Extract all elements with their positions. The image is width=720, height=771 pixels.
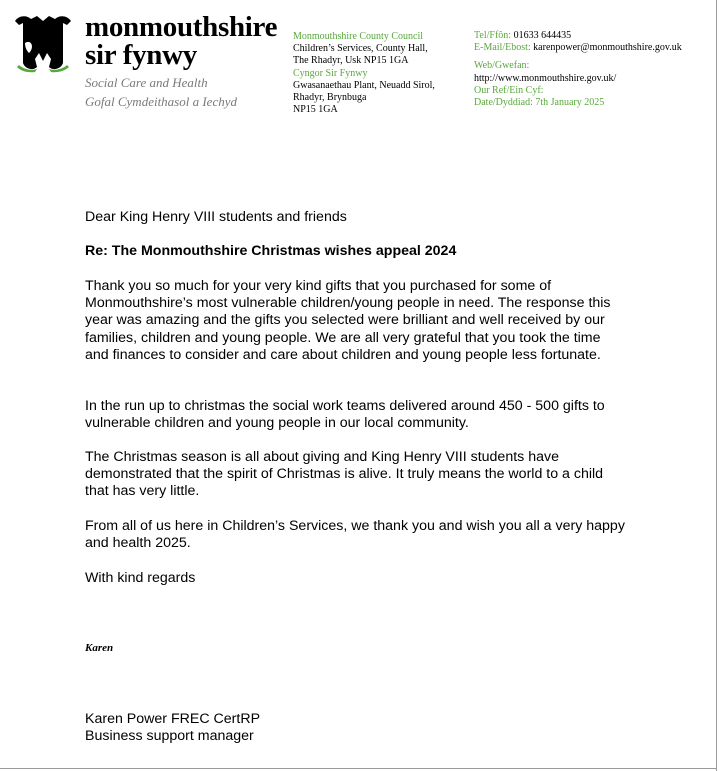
address-line: Children’s Services, County Hall, [293, 43, 428, 55]
brand-name: monmouthshire [85, 11, 278, 43]
dragon-logo-icon [13, 13, 73, 73]
subject-line: Re: The Monmouthshire Christmas wishes appeal 2024 [85, 243, 457, 259]
closing: With kind regards [85, 570, 196, 586]
email-label: E-Mail/Ebost: [474, 42, 531, 54]
address-line-welsh: Rhadyr, Brynbuga [293, 91, 367, 103]
email-value[interactable]: karenpower@monmouthshire.gov.uk [533, 42, 682, 54]
web-label: Web/Gwefan: [474, 60, 530, 72]
reference-label: Our Ref/Ein Cyf: [474, 84, 544, 96]
contact-details [474, 30, 682, 109]
council-name: Monmouthshire County Council [293, 31, 423, 42]
paragraph: The Christmas season is all about giving and King Henry VIII students have demonstrated that the spirit of Christmas is alive. It truly means the world to a child that has very little. [85, 449, 604, 500]
signer-title: Business support manager [85, 728, 254, 744]
tel-value: 01633 644435 [513, 30, 572, 41]
department-name-welsh: Gofal Cymdeithasol a Iechyd [85, 94, 237, 109]
tel-label: Tel/Ffôn: [474, 30, 512, 41]
signature: Karen [85, 642, 114, 654]
signer-name: Karen Power FREC CertRP [85, 711, 261, 727]
page-border-bottom [0, 768, 717, 769]
paragraph: In the run up to christmas the social work teams delivered around 450 - 500 gifts to vulnerable children and young people in our local community. [85, 398, 605, 432]
brand-name-welsh: sir fynwy [85, 39, 197, 71]
address-line: The Rhadyr, Usk NP15 1GA [293, 55, 409, 67]
letter-date: Date/Dyddiad: 7th January 2025 [474, 96, 605, 108]
paragraph: From all of us here in Children’s Services, we thank you and wish you all a very happy and health 2025. [85, 518, 625, 552]
address-line-welsh: NP15 1GA [293, 104, 338, 116]
department-name: Social Care and Health [85, 75, 208, 90]
council-address [293, 31, 435, 116]
address-line-welsh: Gwasanaethau Plant, Neuadd Sirol, [293, 79, 435, 91]
web-link[interactable]: http://www.monmouthshire.gov.uk/ [474, 72, 617, 84]
page-border-right [716, 0, 717, 771]
council-name-welsh: Cyngor Sir Fynwy [293, 67, 368, 79]
paragraph: Thank you so much for your very kind gifts that you purchased for some of Monmouthshire’s most vulnerable children/young people in need. The response this year was amazing and the gifts you selected were brilliant and well received by our families, children and young people. We are all very grateful that you took the time and finances to consider and care about children and young people less fortunate. [85, 278, 611, 363]
salutation: Dear King Henry VIII students and friends [85, 209, 347, 225]
